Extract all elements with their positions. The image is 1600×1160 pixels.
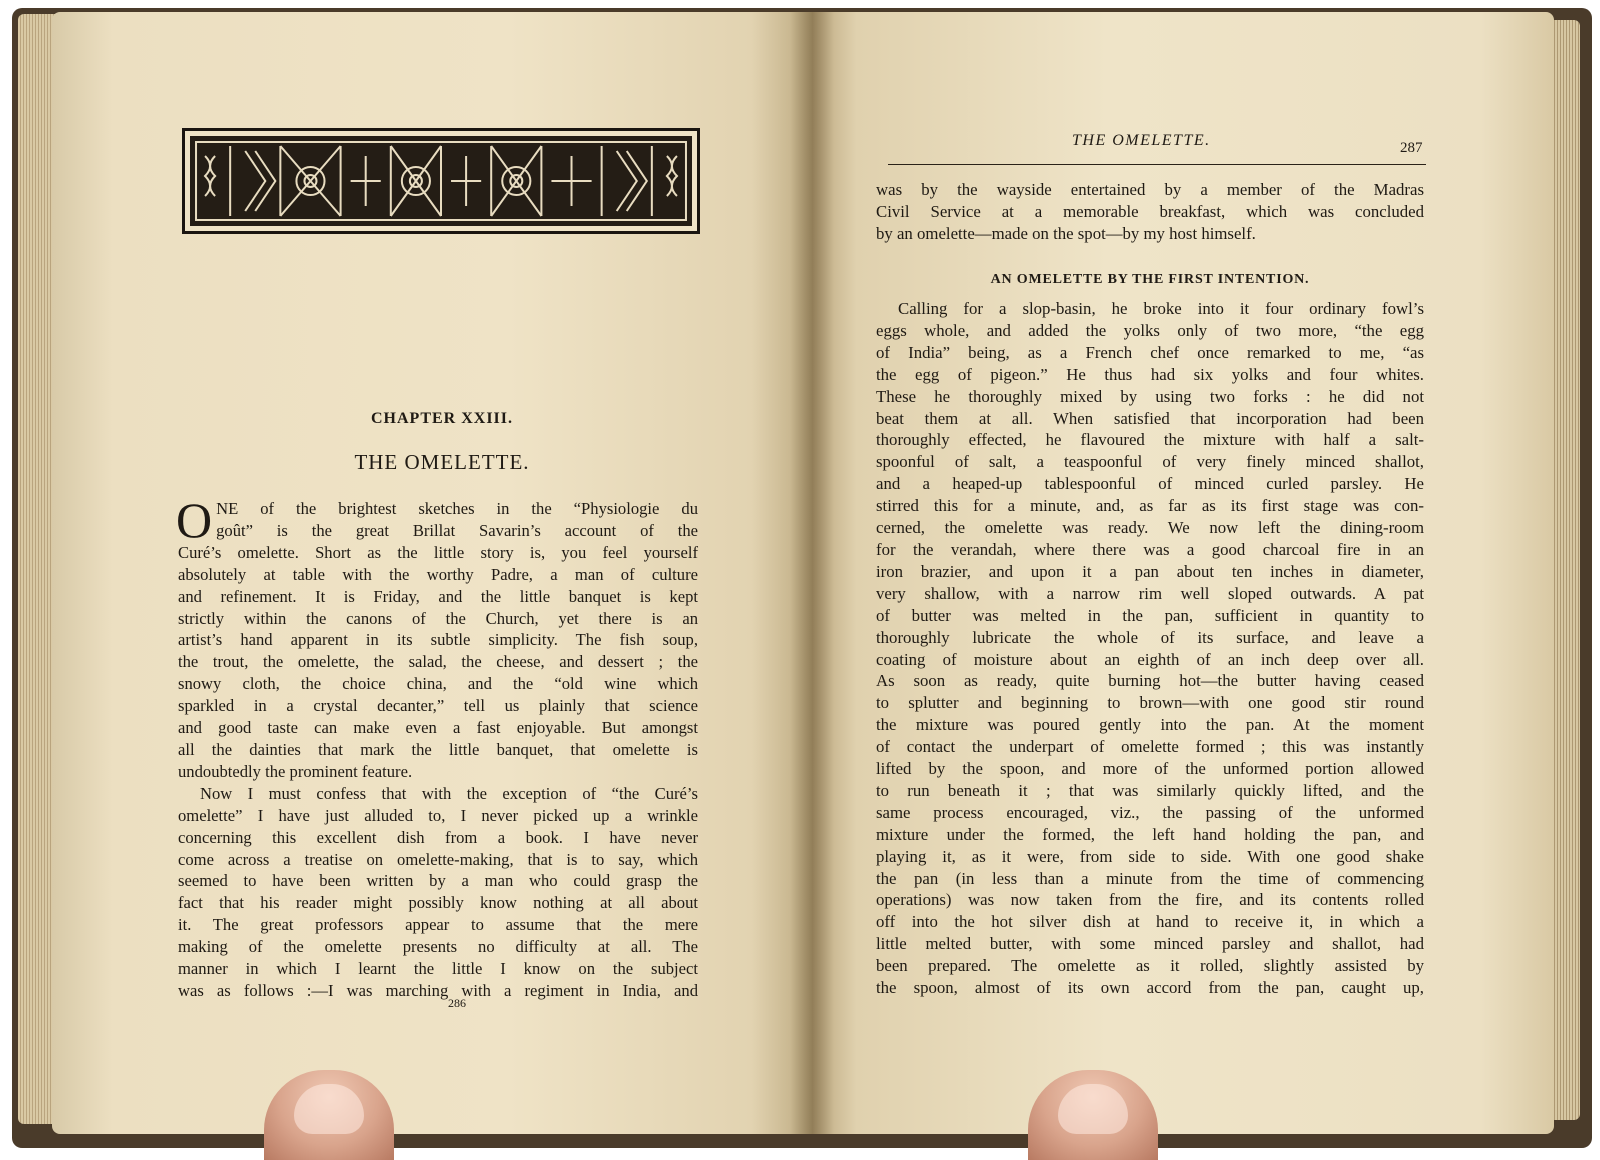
- text-line: was as follows :—I was marching with a regiment in India, and: [178, 980, 698, 1000]
- ornament-pattern-icon: [190, 136, 692, 226]
- text-line: lifted by the spoon, and more of the unformed portion allowed: [876, 759, 1424, 779]
- right-body-text: [876, 298, 1424, 999]
- text-line: operations) was now taken from the fire, and its contents rolled: [876, 890, 1424, 910]
- text-line: very shallow, with a narrow rim well sloped outwards. A pat: [876, 583, 1424, 603]
- text-line: fact that his reader might possibly know nothing at all about: [178, 893, 698, 913]
- left-page: [52, 12, 812, 1134]
- text-line: same process encouraged, viz., the passing of the unformed: [876, 802, 1424, 822]
- text-line: of butter was melted in the pan, sufficient in quantity to: [876, 605, 1424, 625]
- text-line: and good taste can make even a fast enjoyable. But amongst: [178, 718, 698, 738]
- text-line: sparkled in a crystal decanter,” tell us plainly that science: [178, 696, 698, 716]
- running-head: THE OMELETTE.: [1072, 132, 1211, 149]
- book-gutter: [790, 12, 834, 1134]
- right-top-text: [876, 179, 1424, 245]
- text-line: of India” being, as a French chef once remarked to me, “as: [876, 342, 1424, 362]
- text-line: thoroughly lubricate the whole of its surface, and leave a: [876, 627, 1424, 647]
- text-line: cerned, the omelette was ready. We now left the dining-room: [876, 518, 1424, 538]
- text-line: Now I must confess that with the exception of “the Curé’s: [200, 783, 698, 803]
- text-line: strictly within the canons of the Church, yet there is an: [178, 608, 698, 628]
- text-line: thoroughly effected, he flavoured the mixture with half a salt-: [876, 430, 1424, 450]
- page-number: 286: [448, 996, 466, 1010]
- text-line: undoubtedly the prominent feature.: [178, 761, 413, 781]
- chapter-title: THE OMELETTE.: [354, 450, 530, 474]
- text-line: iron brazier, and upon it a pan about ten inches in diameter,: [876, 561, 1424, 581]
- text-line: and refinement. It is Friday, and the little banquet is kept: [178, 586, 698, 606]
- chapter-number: CHAPTER XXIII.: [370, 410, 513, 427]
- text-line: little melted butter, with some minced parsley and shallot, had: [876, 934, 1424, 954]
- text-line: artist’s hand apparent in its subtle simplicity. The fish soup,: [178, 630, 698, 650]
- text-line: all the dainties that mark the little banquet, that omelette is: [178, 739, 698, 759]
- text-line: stirred this for a minute, and, as far as its first stage was con-: [876, 496, 1424, 516]
- text-line: Calling for a slop-basin, he broke into it four ordinary fowl’s: [898, 299, 1424, 318]
- text-line: was by the wayside entertained by a member of the Madras: [876, 180, 1424, 199]
- text-line: spoonful of salt, a teaspoonful of very finely minced shallot,: [876, 452, 1424, 472]
- ornamental-header: [182, 128, 700, 234]
- text-line: the pan (in less than a minute from the time of commencing: [876, 868, 1424, 888]
- text-line: to splutter and beginning to brown—with one good stir round: [876, 693, 1424, 713]
- text-line: eggs whole, and added the yolks only of two more, “the egg: [876, 320, 1424, 340]
- text-line: to run beneath it ; that was similarly quickly lifted, and the: [876, 780, 1424, 800]
- text-line: mixture under the formed, the left hand holding the pan, and: [876, 824, 1424, 844]
- text-line: the spoon, almost of its own accord from the pan, caught up,: [876, 978, 1424, 998]
- text-line: by an omelette—made on the spot—by my host himself.: [876, 223, 1256, 243]
- text-line: beat them at all. When satisfied that incorporation had been: [876, 408, 1424, 428]
- text-line: and a heaped-up tablespoonful of minced curled parsley. He: [876, 474, 1424, 494]
- text-line: the trout, the omelette, the salad, the cheese, and dessert ; the: [178, 652, 698, 672]
- left-body-text: [176, 492, 698, 1002]
- text-line: of contact the underpart of omelette formed ; this was instantly: [876, 737, 1424, 757]
- text-line: making of the omelette presents no difficulty at all. The: [178, 937, 698, 957]
- text-line: coating of moisture about an eighth of an inch deep over all.: [876, 649, 1424, 669]
- text-line: come across a treatise on omelette-making, that is to say, which: [178, 849, 698, 869]
- text-line: it. The great professors appear to assume that the mere: [178, 915, 698, 935]
- text-line: absolutely at table with the worthy Padre, a man of culture: [178, 564, 698, 584]
- section-heading: AN OMELETTE BY THE FIRST INTENTION.: [990, 272, 1310, 287]
- text-line: As soon as ready, quite burning hot—the butter having ceased: [876, 671, 1424, 691]
- thumbnail: [1058, 1084, 1128, 1134]
- text-line: for the verandah, where there was a good charcoal fire in an: [876, 539, 1424, 559]
- text-line: omelette” I have just alluded to, I never picked up a wrinkle: [178, 805, 698, 825]
- text-line: Curé’s omelette. Short as the little story is, you feel yourself: [178, 542, 698, 562]
- text-line: the mixture was poured gently into the pan. At the moment: [876, 715, 1424, 735]
- thumbnail: [294, 1084, 364, 1134]
- header-rule: [888, 164, 1426, 165]
- text-line: snowy cloth, the choice china, and the “old wine which: [178, 674, 698, 694]
- right-page: [812, 12, 1554, 1134]
- text-line: concerning this excellent dish from a book. I have never: [178, 827, 698, 847]
- text-line: Civil Service at a memorable breakfast, which was concluded: [876, 201, 1424, 221]
- text-line: the egg of pigeon.” He thus had six yolks and four whites.: [876, 364, 1424, 384]
- text-line: seemed to have been written by a man who could grasp the: [178, 871, 698, 891]
- drop-cap: O: [176, 492, 213, 548]
- text-line: playing it, as it were, from side to side. With one good shake: [876, 846, 1424, 866]
- text-line: These he thoroughly mixed by using two forks : he did not: [876, 386, 1424, 406]
- text-line: off into the hot silver dish at hand to receive it, in which a: [876, 912, 1424, 932]
- page-number: 287: [1400, 140, 1423, 156]
- text-line: NE of the brightest sketches in the “Physiologie du: [216, 499, 698, 518]
- text-line: goût” is the great Brillat Savarin’s account of the: [216, 520, 698, 540]
- text-line: been prepared. The omelette as it rolled, slightly assisted by: [876, 956, 1424, 976]
- text-line: manner in which I learnt the little I know on the subject: [178, 959, 698, 979]
